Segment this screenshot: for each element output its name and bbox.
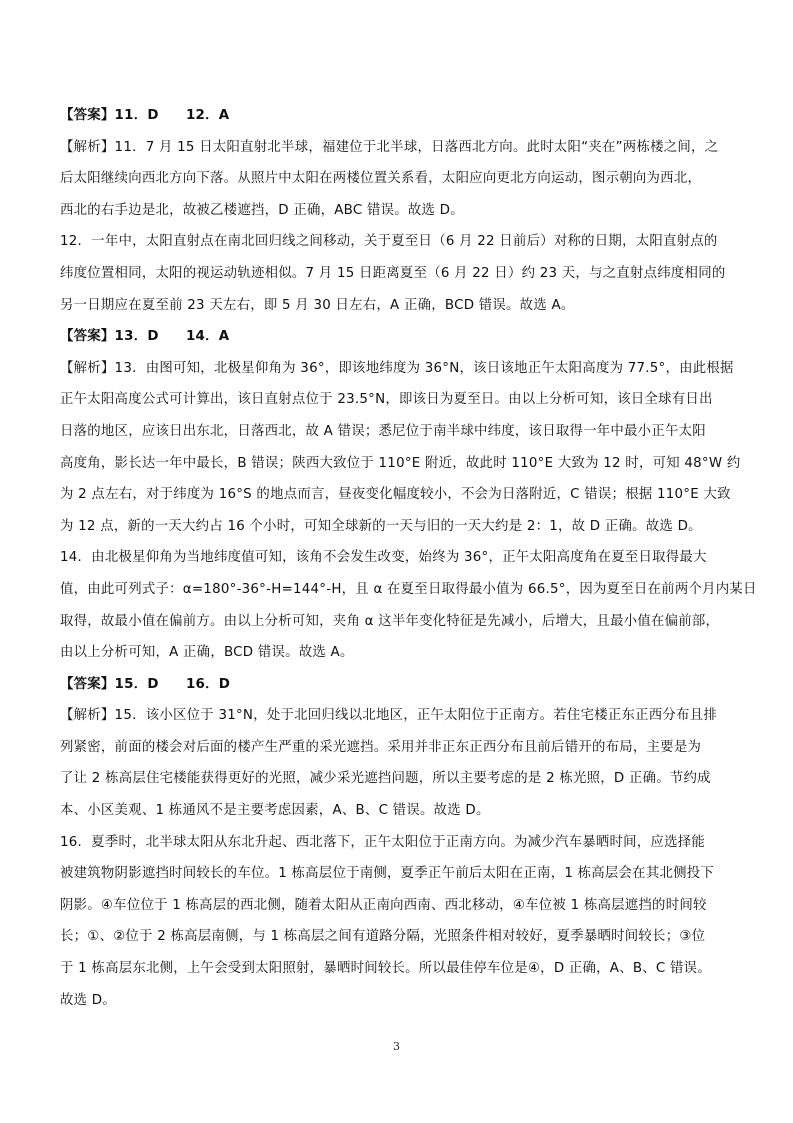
analysis-line: 阴影。④车位位于 1 栋高层的西北侧，随着太阳从正南向西南、西北移动，④车位被 1 栋高层遮挡的时间较 bbox=[60, 897, 707, 913]
analysis-line: 由以上分析可知，A 正确，BCD 错误。故选 A。 bbox=[60, 645, 354, 661]
analysis-line: 列紧密，前面的楼会对后面的楼产生严重的采光遮挡。采用并非正东正西分布且前后错开的布局，主要是为 bbox=[60, 739, 702, 755]
answer-line-13-14: 【答案】13．D 14．A bbox=[60, 329, 230, 345]
analysis-line: 高度角，影长达一年中最长，B 错误；陕西大致位于 110°E 附近，故此时 110°E 大致为 12 时，可知 48°W 约 bbox=[60, 455, 741, 471]
analysis-line: 【解析】13．由图可知，北极星仰角为 36°，即该地纬度为 36°N，该日该地正午太阳高度为 77.5°，由此根据 bbox=[60, 360, 734, 376]
analysis-line: 另一日期应在夏至前 23 天左右，即 5 月 30 日左右，A 正确，BCD 错误。故选 A。 bbox=[60, 297, 575, 313]
analysis-line: 后太阳继续向西北方向下落。从照片中太阳在两楼位置关系看，太阳应向更北方向运动，图示朝向为西北， bbox=[60, 171, 702, 187]
analysis-line: 14．由北极星仰角为当地纬度值可知，该角不会发生改变，始终为 36°，正午太阳高度角在夏至日取得最大 bbox=[60, 550, 707, 566]
analysis-line: 纬度位置相同，太阳的视运动轨迹相似。7 月 15 日距离夏至（6 月 22 日）约 23 天，与之直射点纬度相同的 bbox=[60, 265, 726, 281]
analysis-line: 16．夏季时，北半球太阳从东北升起、西北落下，正午太阳位于正南方向。为减少汽车暴晒时间，应选择能 bbox=[60, 834, 706, 850]
analysis-line: 故选 D。 bbox=[60, 992, 116, 1008]
analysis-line: 长；①、②位于 2 栋高层南侧，与 1 栋高层之间有道路分隔，光照条件相对较好，夏季暴晒时间较长；③位 bbox=[60, 929, 706, 945]
analysis-line: 于 1 栋高层东北侧，上午会受到太阳照射，暴晒时间较长。所以最佳停车位是④，D 正确，A、B、C 错误。 bbox=[60, 961, 711, 977]
analysis-line: 为 12 点，新的一天大约占 16 个小时，可知全球新的一天与旧的一天大约是 2：1，故 D 正确。故选 D。 bbox=[60, 518, 702, 534]
analysis-line: 12．一年中，太阳直射点在南北回归线之间移动，关于夏至日（6 月 22 日前后）对称的日期，太阳直射点的 bbox=[60, 234, 718, 250]
page-number: 3 bbox=[393, 1040, 400, 1053]
analysis-line: 了让 2 栋高层住宅楼能获得更好的光照，减少采光遮挡问题，所以主要考虑的是 2 栋光照，D 正确。节约成 bbox=[60, 771, 711, 787]
analysis-line: 正午太阳高度公式可计算出，该日直射点位于 23.5°N，即该日为夏至日。由以上分析可知，该日全球有日出 bbox=[60, 392, 713, 408]
analysis-line: 本、小区美观、1 栋通风不是主要考虑因素，A、B、C 错误。故选 D。 bbox=[60, 803, 490, 819]
analysis-line: 被建筑物阴影遮挡时间较长的车位。1 栋高层位于南侧，夏季正午前后太阳在正南，1 栋高层会在其北侧投下 bbox=[60, 866, 715, 882]
analysis-line: 日落的地区，应该日出东北，日落西北，故 A 错误；悉尼位于南半球中纬度，该日取得一年中最小正午太阳 bbox=[60, 423, 706, 439]
analysis-line: 【解析】11．7 月 15 日太阳直射北半球，福建位于北半球，日落西北方向。此时太阳“夹在”两栋楼之间，之 bbox=[60, 139, 719, 155]
answer-line-15-16: 【答案】15．D 16．D bbox=[60, 676, 231, 692]
analysis-line: 取得，故最小值在偏前方。由以上分析可知，夹角 α 这半年变化特征是先减小，后增大，且最小值在偏前部， bbox=[60, 613, 720, 629]
analysis-line: 【解析】15．该小区位于 31°N，处于北回归线以北地区，正午太阳位于正南方。若住宅楼正东正西分布且排 bbox=[60, 708, 717, 724]
analysis-line: 为 2 点左右，对于纬度为 16°S 的地点而言，昼夜变化幅度较小，不会为日落附近，C 错误；根据 110°E 大致 bbox=[60, 487, 731, 503]
answer-line-11-12: 【答案】11．D 12．A bbox=[60, 108, 230, 123]
analysis-line: 值，由此可列式子：α=180°-36°-H=144°-H，且 α 在夏至日取得最小值为 66.5°，因为夏至日在前两个月内某日 bbox=[60, 581, 757, 597]
analysis-line: 西北的右手边是北，故被乙楼遮挡，D 正确，ABC 错误。故选 D。 bbox=[60, 202, 464, 218]
answer-analysis-section bbox=[60, 100, 757, 1016]
